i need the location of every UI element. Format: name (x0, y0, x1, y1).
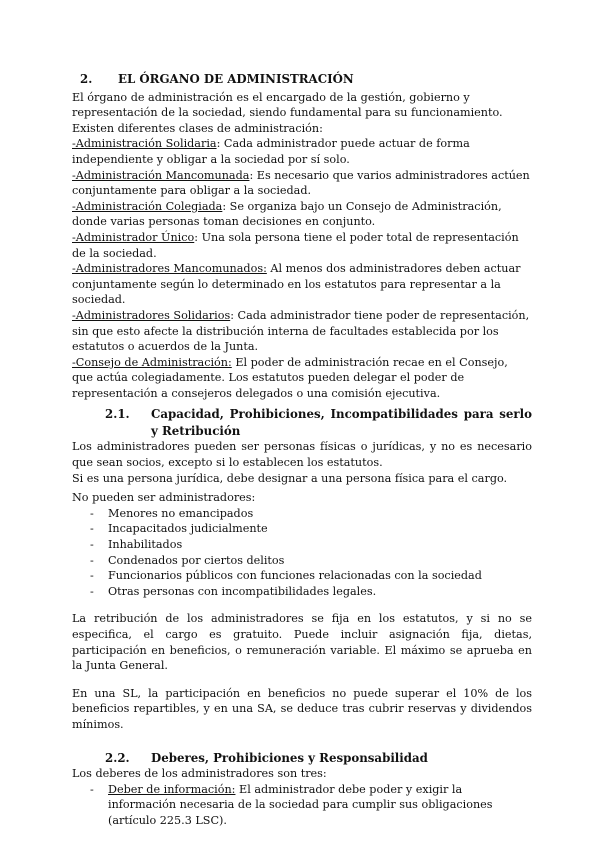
document-page (72, 72, 532, 828)
type-term: -Administración Mancomunada (72, 168, 250, 182)
type-item (72, 355, 532, 402)
duties-list (72, 782, 532, 829)
intro-paragraph: El órgano de administración es el encargado de la gestión, gobierno y representación de la sociedad, siendo fundamental para su funcionamiento. (72, 90, 503, 120)
type-term: -Consejo de Administración: (72, 355, 232, 369)
subsection-heading-2-2 (72, 750, 532, 767)
type-description: Al menos dos administradores deben actuar conjuntamente según lo determinado en los estatutos para representar a la sociedad. (72, 262, 521, 307)
subsection-title: Deberes, Prohibiciones y Responsabilidad (151, 750, 428, 765)
duty-term: Deber de información: (108, 782, 236, 796)
duty-description: El administrador debe poder y exigir la información necesaria de la sociedad para cumplir sus obligaciones (artículo 225.3 LSC). (108, 782, 493, 827)
type-term: -Administradores Mancomunados: (72, 262, 267, 276)
list-item: - Inhabilitados (90, 538, 183, 552)
type-description: Se organiza bajo un Consejo de Administración, donde varias personas toman decisiones en conjunto. (72, 199, 502, 229)
paragraph-retribution: La retribución de los administradores se fija en los estatutos, y si no se especifica, el cargo es gratuito. Puede incluir asignación fija, dietas, participación en beneficios, o remuneración variable. El máximo se aprueba en la Junta General. (72, 612, 532, 673)
list-item: - Otras personas con incompatibilidades legales. (90, 584, 377, 598)
type-term: -Administración Solidaria (72, 137, 217, 151)
type-item: -Administradores Solidarios: Cada administrador tiene poder de representación, sin que esto afecte la distribución interna de facultades establecida por los estatutos o acuerdos de la Junta. (72, 308, 530, 354)
list-item: - Funcionarios públicos con funciones relacionadas con la sociedad (90, 569, 482, 583)
ineligible-list (72, 506, 532, 600)
section-number: 2. (80, 72, 93, 86)
section-heading (72, 72, 532, 88)
type-term: -Administración Colegiada (72, 199, 223, 213)
type-term: -Administrador Único (72, 230, 195, 244)
subsection-number: 2.1. (105, 407, 130, 422)
list-item: - Incapacitados judicialmente (90, 522, 268, 536)
paragraph: Los administradores pueden ser personas físicas o jurídicas, y no es necesario que sean socios, excepto si lo establecen los estatutos. (72, 440, 532, 470)
subsection-heading-2-1 (72, 406, 532, 439)
paragraph: Los deberes de los administradores son tres: (72, 767, 327, 781)
types-intro: Existen diferentes clases de administración: (72, 121, 323, 135)
list-item: - Condenados por ciertos delitos (90, 553, 285, 567)
list-item: - Deber de información: El administrador debe poder y exigir la información necesaria de la sociedad para cumplir sus obligaciones (artículo 225.3 LSC). (90, 782, 493, 827)
type-description: Una sola persona tiene el poder total de representación de la sociedad. (72, 230, 519, 260)
type-description: Cada administrador tiene poder de representación, sin que esto afecte la distribución interna de facultades establecida por los estatutos o acuerdos de la Junta. (72, 308, 530, 354)
paragraph-sl-sa: En una SL, la participación en beneficios no puede superar el 10% de los beneficios repartibles, y en una SA, se deduce tras cubrir reservas y dividendos mínimos. (72, 686, 532, 731)
paragraph: No pueden ser administradores: (72, 491, 256, 505)
paragraph: Si es una persona jurídica, debe designar a una persona física para el cargo. (72, 471, 508, 485)
type-item: -Administración Mancomunada: Es necesario que varios administradores actúen conjuntamente para obligar a la sociedad. (72, 168, 530, 198)
subsection-number: 2.2. (105, 750, 130, 765)
list-item: - Menores no emancipados (90, 506, 254, 520)
subsection-title: Capacidad, Prohibiciones, Incompatibilidades para serlo y Retribución (151, 407, 532, 438)
type-item: -Administrador Único: Una sola persona tiene el poder total de representación de la sociedad. (72, 230, 519, 260)
types-list (72, 136, 532, 401)
type-item (72, 261, 532, 308)
section-title: EL ÓRGANO DE ADMINISTRACIÓN (118, 72, 354, 86)
type-description: Es necesario que varios administradores actúen conjuntamente para obligar a la sociedad. (72, 168, 530, 198)
type-item: -Administración Colegiada: Se organiza bajo un Consejo de Administración, donde varias personas toman decisiones en conjunto. (72, 199, 502, 229)
type-description: El poder de administración recae en el Consejo, que actúa colegiadamente. Los estatutos pueden delegar el poder de representación a consejeros delegados o una comisión ejecutiva. (72, 355, 508, 400)
type-item: -Administración Solidaria: Cada administrador puede actuar de forma independiente y obligar a la sociedad por sí solo. (72, 137, 470, 166)
type-description: Cada administrador puede actuar de forma independiente y obligar a la sociedad por sí solo. (72, 137, 470, 166)
type-term: -Administradores Solidarios (72, 308, 231, 322)
